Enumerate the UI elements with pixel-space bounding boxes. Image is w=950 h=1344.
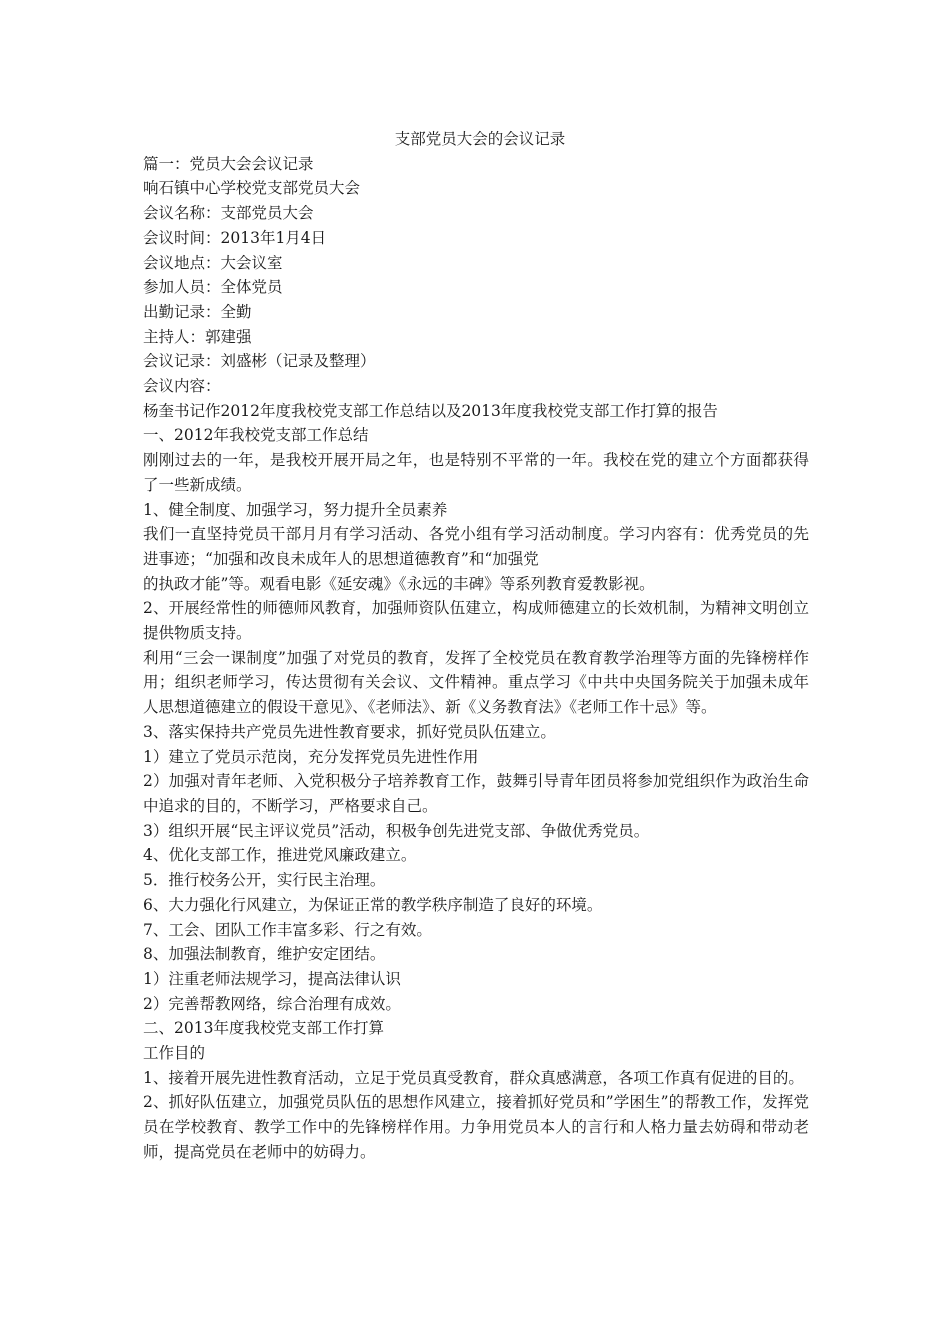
paragraph-list [143,152,809,1165]
paragraph: 2、开展经常性的师德师风教育，加强师资队伍建立，构成师德建立的长效机制，为精神文明创立提供物质支持。 [143,599,809,643]
paragraph: 我们一直坚持党员干部月月有学习活动、各党小组有学习活动制度。学习内容有：优秀党员的先进事迹；“加强和改良未成年人的思想道德教育”和“加强党 [143,525,809,568]
paragraph: 1、健全制度、加强学习，努力提升全员素养 [143,500,448,519]
paragraph: 的执政才能”等。观看电影《延安魂》《永远的丰碑》等系列教育爱教影视。 [143,574,655,593]
paragraph: 篇一：党员大会会议记录 [143,154,314,173]
paragraph: 会议内容： [143,377,221,396]
paragraph: 8、加强法制教育，维护安定团结。 [143,945,386,964]
paragraph: 响石镇中心学校党支部党员大会 [143,179,361,198]
paragraph: 会议地点：大会议室 [143,253,283,272]
paragraph: 1）建立了党员示范岗，充分发挥党员先进性作用 [143,747,479,766]
paragraph: 主持人：郭建强 [143,327,252,346]
paragraph: 二、2013年度我校党支部工作打算 [143,1019,384,1038]
paragraph: 4、优化支部工作，推进党风廉政建立。 [143,846,417,865]
document-body [143,127,809,1165]
paragraph: 1）注重老师法规学习，提高法律认识 [143,969,401,988]
paragraph: 会议记录：刘盛彬（记录及整理） [143,352,376,371]
paragraph: 2）加强对青年老师、入党积极分子培养教育工作，鼓舞引导青年团员将参加党组织作为政治生命中追求的目的，不断学习，严格要求自己。 [143,772,809,815]
paragraph: 6、大力强化行风建立，为保证正常的教学秩序制造了良好的环境。 [143,895,603,914]
paragraph: 利用“三会一课制度”加强了对党员的教育，发挥了全校党员在教育教学治理等方面的先锋榜样作用；组织老师学习，传达贯彻有关会议、文件精神。重点学习《中共中央国务院关于加强未成年人思想道德建立的假设干意见》、《老师法》、新《义务教育法》《老师工作十忌》等。 [143,648,809,717]
paragraph: 2）完善帮教网络，综合治理有成效。 [143,994,401,1013]
paragraph: 刚刚过去的一年，是我校开展开局之年，也是特别不平常的一年。我校在党的建立个方面都获得了一些新成绩。 [143,451,809,494]
paragraph: 3、落实保持共产党员先进性教育要求，抓好党员队伍建立。 [143,722,556,741]
paragraph: 7、工会、团队工作丰富多彩、行之有效。 [143,920,432,939]
paragraph: 杨奎书记作2012年度我校党支部工作总结以及2013年度我校党支部工作打算的报告 [143,401,718,420]
paragraph: 会议时间：2013年1月4日 [143,228,327,247]
paragraph: 一、2012年我校党支部工作总结 [143,426,369,445]
paragraph: 5．推行校务公开，实行民主治理。 [143,871,386,890]
document-title: 支部党员大会的会议记录 [394,130,566,148]
paragraph: 会议名称：支部党员大会 [143,204,314,223]
paragraph: 参加人员：全体党员 [143,278,283,297]
paragraph: 出勤记录：全勤 [143,302,252,321]
paragraph: 2、抓好队伍建立，加强党员队伍的思想作风建立，接着抓好党员和”学困生”的帮教工作，发挥党员在学校教育、教学工作中的先锋榜样作用。力争用党员本人的言行和人格力量去妨碍和带动老师，提高党员在老师中的妨碍力。 [143,1093,809,1161]
paragraph: 工作目的 [143,1044,206,1063]
paragraph: 3）组织开展“民主评议党员”活动，积极争创先进党支部、争做优秀党员。 [143,821,650,840]
paragraph: 1、接着开展先进性教育活动，立足于党员真受教育，群众真感满意，各项工作真有促进的目的。 [143,1068,804,1087]
